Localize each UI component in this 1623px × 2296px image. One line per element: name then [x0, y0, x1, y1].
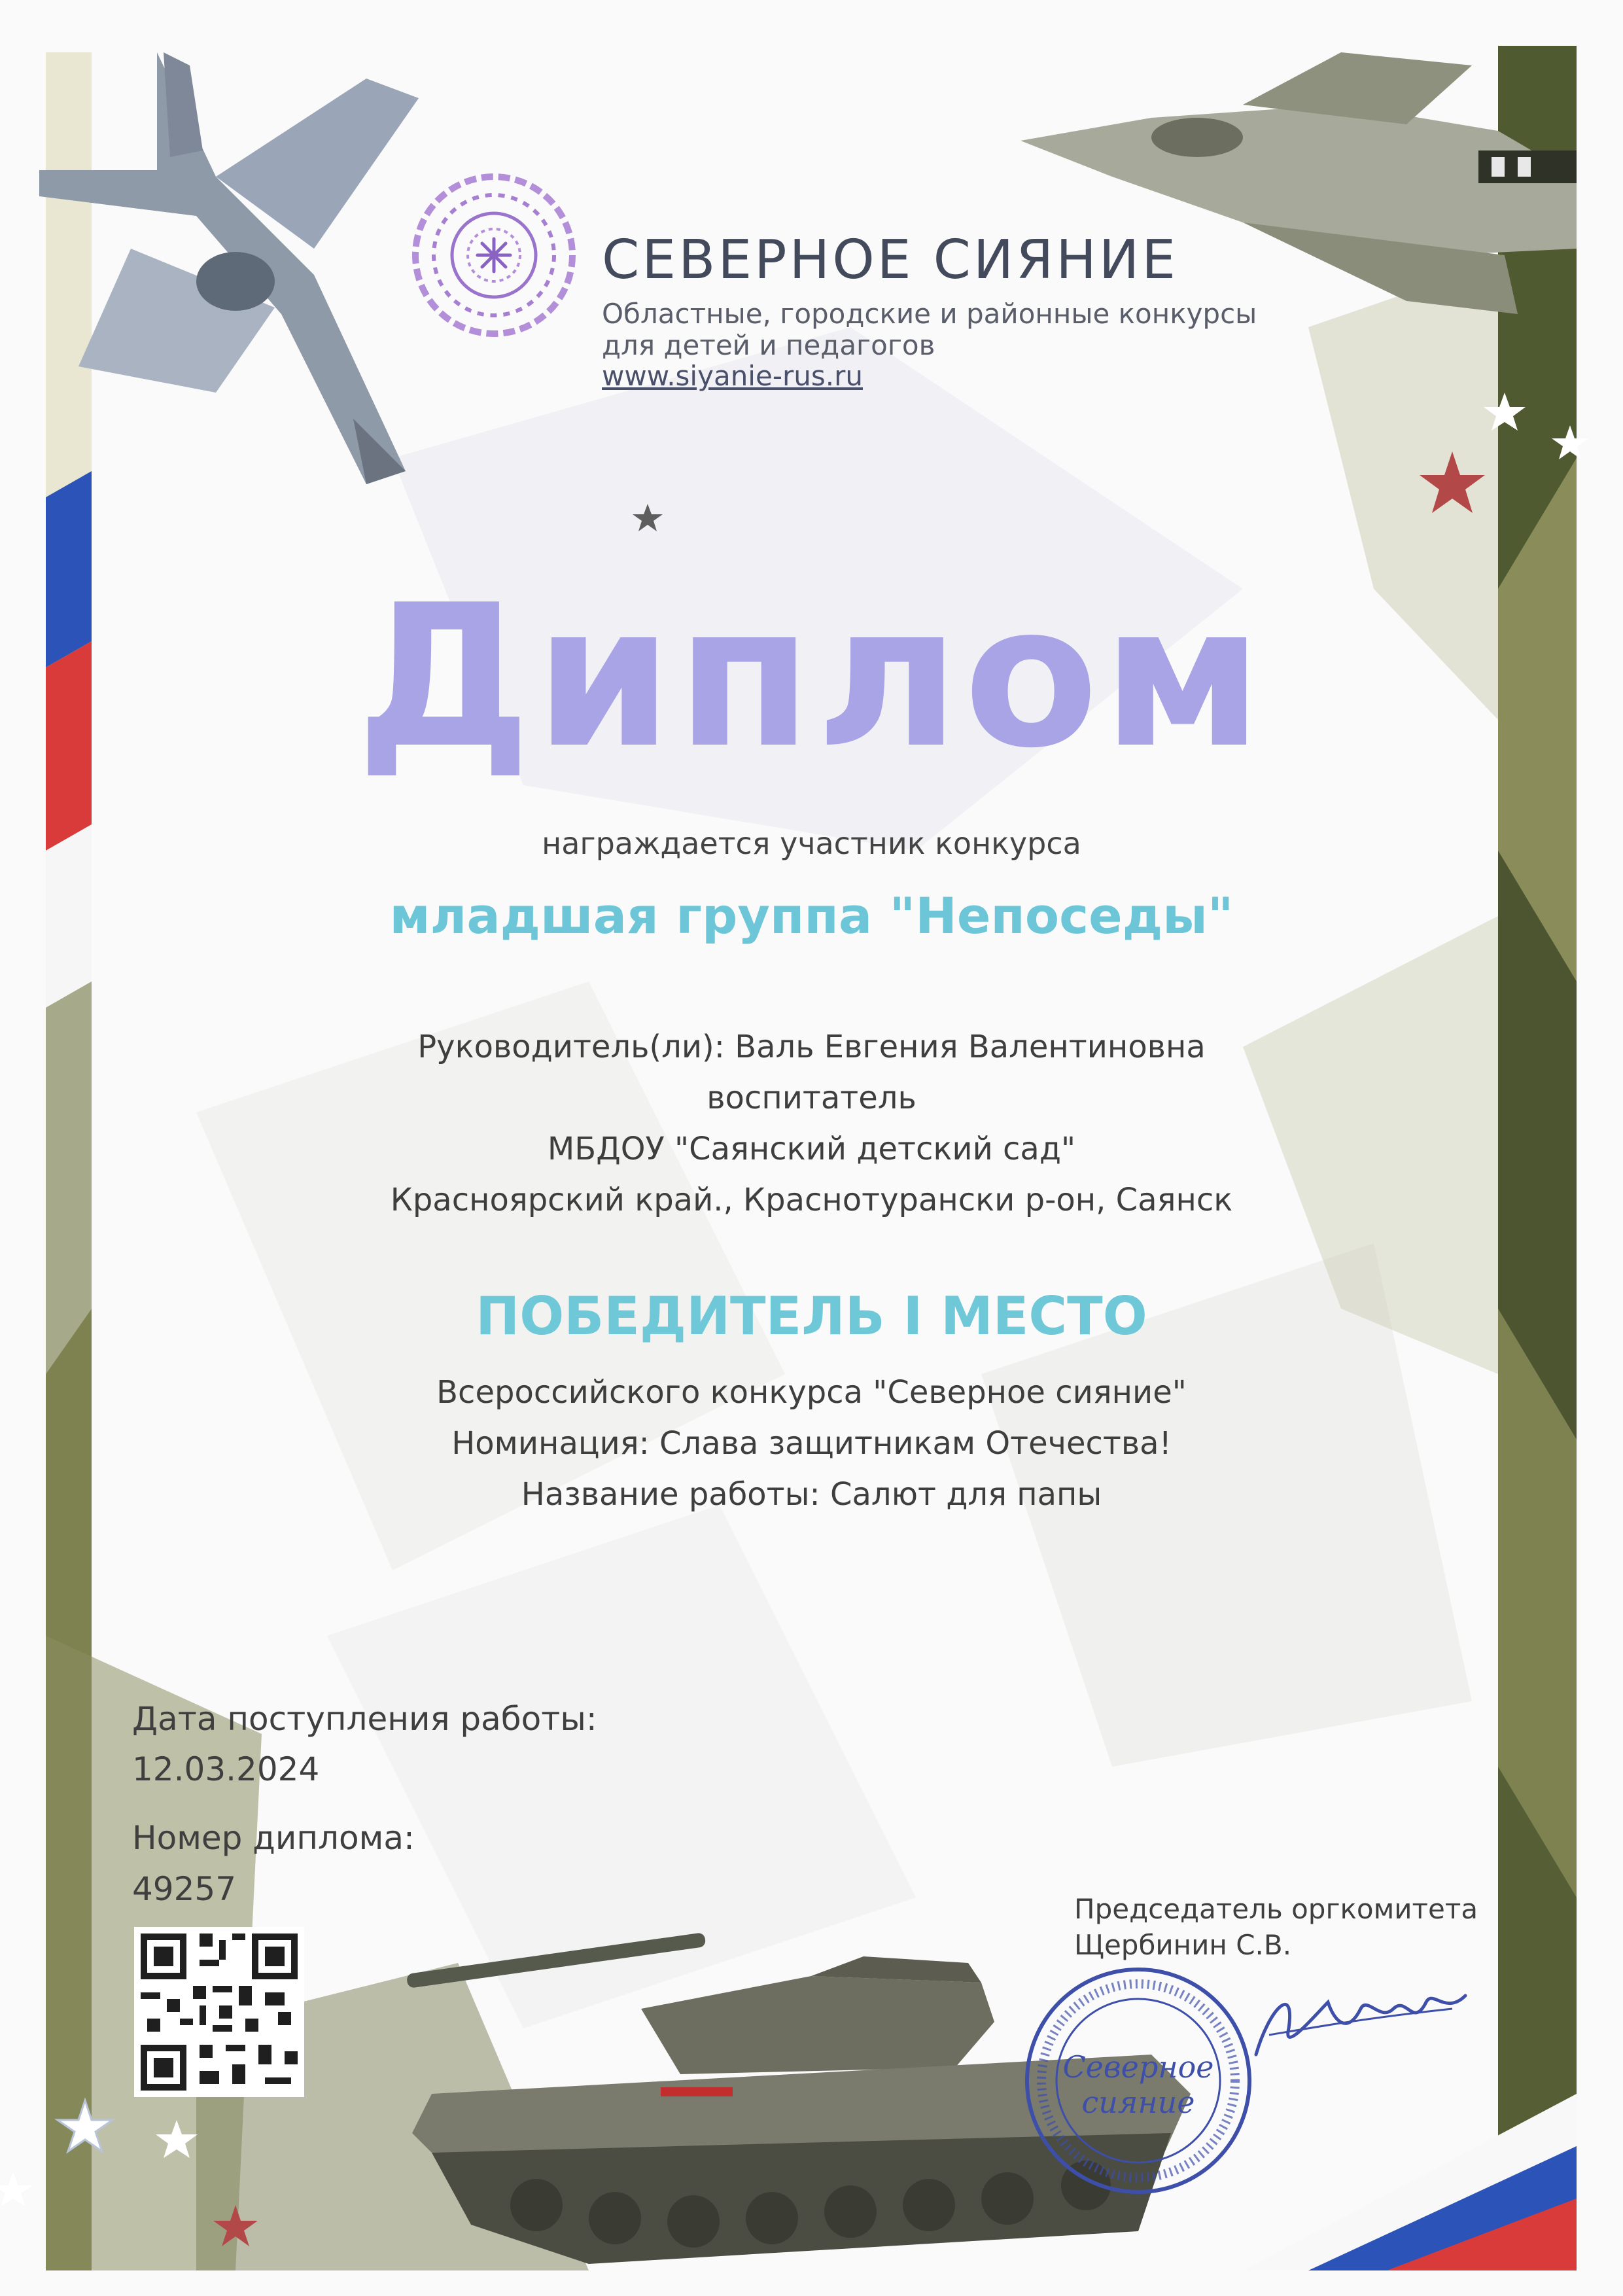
position-line: воспитатель [707, 1080, 916, 1116]
contest-line: Всероссийского конкурса "Северное сияние" [436, 1374, 1187, 1411]
location-line: Красноярский край., Краснотурански р-он, Саянск [390, 1182, 1233, 1218]
stamp-text-line2: сияние [1081, 2085, 1195, 2120]
date-value: 12.03.2024 [132, 1750, 320, 1788]
awarded-text: награждается участник конкурса [542, 826, 1081, 861]
number-value: 49257 [132, 1870, 237, 1908]
organizer-website-link[interactable]: www.siyanie-rus.ru [602, 360, 863, 392]
qr-code-image [134, 1927, 304, 2097]
date-label: Дата поступления работы: [132, 1700, 597, 1738]
participant-name: младшая группа "Непоседы" [389, 887, 1234, 945]
result-heading: ПОБЕДИТЕЛЬ I МЕСТО [476, 1286, 1147, 1347]
stamp-text-line1: Северное [1062, 2049, 1214, 2085]
diploma-title: Диплом [356, 563, 1267, 791]
organizer-logo [409, 170, 579, 340]
chairman-name: Щербинин С.В. [1074, 1929, 1292, 1961]
handwritten-signature [1230, 1956, 1478, 2074]
chairman-role: Председатель оргкомитета [1074, 1893, 1478, 1925]
institution-line: МБДОУ "Саянский детский сад" [547, 1131, 1076, 1167]
organizer-subtitle-line1: Областные, городские и районные конкурсы [602, 298, 1257, 330]
number-label: Номер диплома: [132, 1819, 415, 1857]
organizer-subtitle-line2: для детей и педагогов [602, 329, 935, 361]
nomination-line: Номинация: Слава защитникам Отечества! [451, 1425, 1172, 1462]
supervisor-line: Руководитель(ли): Валь Евгения Валентиновна [417, 1029, 1206, 1065]
work-title-line: Название работы: Салют для папы [521, 1476, 1102, 1513]
organizer-name: СЕВЕРНОЕ СИЯНИЕ [602, 229, 1179, 291]
organization-stamp [1021, 1963, 1256, 2199]
